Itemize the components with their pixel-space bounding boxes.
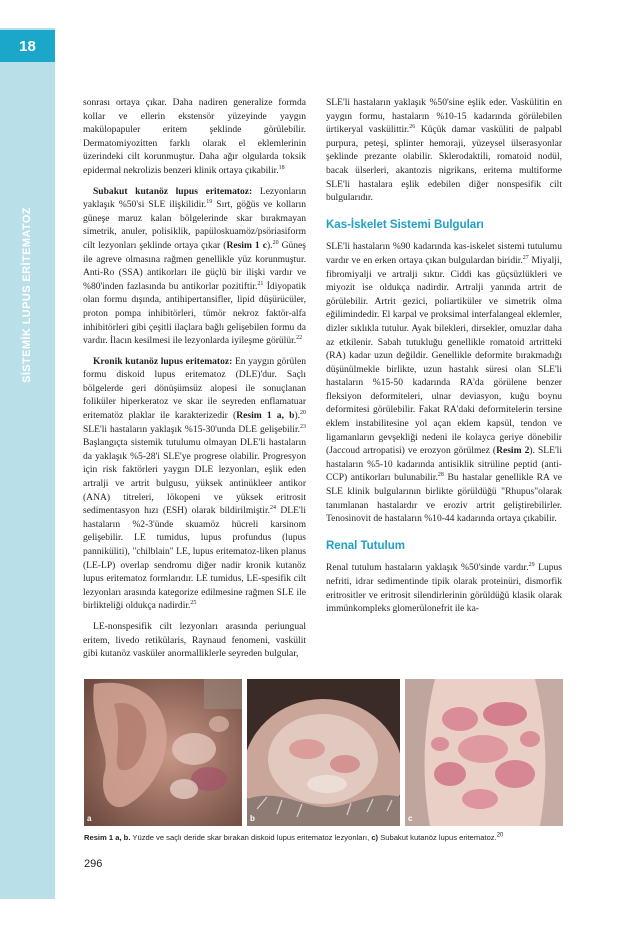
section-heading-musculoskeletal: Kas-İskelet Sistemi Bulguları	[326, 218, 484, 231]
reference: 23	[300, 423, 306, 430]
reference: 27	[522, 254, 529, 261]
left-column	[83, 96, 306, 668]
photo-scalp-lesions	[247, 679, 400, 826]
paragraph: LE-nonspesifik cilt lezyonları arasında periungual eritem, livedo retikülaris, Raynaud fenomeni, vaskülit gibi kutanöz vasküler anormalliklerle seyreden bulgular,	[83, 620, 306, 660]
reference: 20	[300, 409, 307, 416]
reference: 29	[528, 562, 535, 569]
page-number: 296	[84, 858, 103, 870]
reference: 19	[206, 198, 213, 205]
photo-label-b: b	[250, 814, 255, 823]
paragraph: SLE'li hastaların yaklaşık %50'sine eşlik eder. Vaskülitin en yaygın formu, hastaların %10-15 kadarında görülebilen ürtikeryal vaskülittir.$^{26}$ Küçük damar vasküliti de palpabl purpura, peteşi, splinter hemoraji, yüzeysel ülserasyonlar şeklinde prezante olabilir. Sklerodaktili, romatoid nodül, bacak ülserleri, akantozis nigrikans, eritema multiforme SLE'li hastalara eşlik edebilen diğer nonspesifik cilt bulgularıdır.	[326, 97, 562, 204]
chapter-title-vertical: SİSTEMİK LUPUS ERİTEMATOZ	[21, 207, 33, 383]
sidebar-band	[0, 28, 55, 899]
paragraph-chronic: Kronik kutanöz lupus eritematoz: En yaygın görülen formu diskoid lupus eritematoz (DLE)'dur. Saçlı bölgelerde geri dönüşümsüz alopesi ile sonuçlanan foliküler hiperkeratoz ve skar ile seyreden enflamatuar eritematöz plaklar ile karakterizedir (Resim 1 a, b).$^{20}$ SLE'li hastaların yaklaşık %15-30'unda DLE gelişebilir.$^{23}$ Başlangıçta sistemik tutulumu olmayan DLE'li hastaların da yaklaşık %5-28'i SLE'ye progrese olabilir. Progresyon için risk faktörleri yaygın DLE lezyonları, eşlik eden artralji ve artrit bulgusu, yüksek antinükleer antikor (ANA) titreleri, lökopeni ve yüksek eritrosit sedimentasyon hızı (ESH) olarak bildirilmiştir.$^{24}$ DLE'li hastaların %2-3'ünde skuamöz hücreli karsinom gelişebilir. LE tumidus, lupus profundus (lupus panniküliti), "chilblain" LE, lupus eritematoz-liken planus (LE-LP) overlap sendromu diğer nadir kronik kutanöz lupus eritematoz formlarıdır. LE tumidus, LE-spesifik cilt lezyonları arasında kategorize edilmesine rağmen SLE ile birlikteliği oldukça nadirdir.$^{25}$	[83, 355, 307, 612]
back-photo-image	[405, 679, 563, 826]
chapter-number-tab: 18	[0, 30, 55, 62]
ear-photo-image	[84, 679, 242, 826]
figure-reference: Resim 1 a, b	[236, 410, 295, 422]
term-heading: Subakut kutanöz lupus eritematoz:	[93, 185, 253, 197]
reference: 28	[437, 472, 444, 479]
photo-label-c: c	[408, 814, 413, 823]
term-heading: Kronik kutanöz lupus eritematoz:	[93, 355, 233, 367]
reference: 24	[270, 505, 277, 512]
reference: 20	[496, 832, 504, 839]
reference: 26	[409, 124, 416, 131]
right-column	[326, 96, 562, 623]
paragraph-subacute: Subakut kutanöz lupus eritematoz: Lezyonların yaklaşık %50'si SLE ilişkilidir.$^{19}$ Sırt, göğüs ve kolların güneşe maruz kalan bölgelerinde skar bırakmayan simetrik, anuler, polisiklik, papüloskuamöz/psöriasiform cilt lezyonları şeklinde ortaya çıkar (Resim 1 c).$^{20}$ Güneş ile agreve olmasına rağmen genellikle yüz korunmuştur. Anti-Ro (SSA) antikorları ile güçlü bir ilişki vardır ve %80'inden fazlasında bu antikorlar pozitiftir.$^{21}$ İdiyopatik olan formu dışında, antihipertansifler, lipid düşürücüler, proton pompa inhibitörleri, tümör nekroz faktör-alfa inhibitörleri gibi çeşitli ilaçlara bağlı gelişebilen formu da vardır. İlacın kesilmesi ile lezyonlarda iyileşme görülür.$^{22}$	[83, 185, 306, 347]
paragraph: sonrası ortaya çıkar. Daha nadiren generalize formda kollar ve ellerin ekstensör yüzeyinde yaygın makülopapuler eritem şeklinde görülebilir. Dermatomiyozitten farklı olarak el eklemlerinin üzerindeki cilt korunmuştur. Daha ağır olgularda toksik epidermal nekrolizis benzeri klinik ortaya çıkabilir.$^{18}$	[83, 97, 306, 176]
photo-back-lesions	[405, 679, 563, 826]
reference: 25	[190, 600, 197, 607]
figure-resim-1	[84, 676, 563, 826]
paragraph: SLE'li hastaların %90 kadarında kas-iskelet sistemi tutulumu vardır ve en erken ortaya çıkan bulgulardan biridir.$^{27}$ Miyalji, fibromiyalji ve artralji sıktır. Ciddi kas güçsüzlükleri ve miyozit ise oldukça nadirdir. Artralji yanında artrit de görülebilir. Artrit gezici, poliartiküler ve simetrik olma eğilimindedir. El karpal ve proksimal interfalangeal eklemler, dizler sıklıkla tutulur. Ayak bilekleri, dirsekler, omuzlar daha az etkilenir. Sabah tutukluğu genellikle romatoid artritteki (RA) kadar uzun değildir. Genellikle deformite bırakmadığı düşünülmekle birlikte, uzun hastalık süresi olan SLE'li hastaların %15-50 kadarında RA'da görülene benzer fleksiyon deformiteleri, ulnar deviasyon, kuğu boynu deformitesi görülebilir. Fakat RA'daki deformitelerin tersine eklem instabilitesine yol açan eklem kapsül, tendon ve ligamanların gevşekliği nedeni ile kolayca geriye dönebilir (Jaccoud artropatisi) ve erozyon görülmez (Resim 2). SLE'li hastaların %5-10 kadarında antisiklik sitrüline peptid (anti-CCP) antikorları bulunabilir.$^{28}$ Bu hastalar genellikle RA ve SLE klinik bulgularının birlikte görüldüğü "Rhupus"olarak tanımlanan hastalardır ve eroziv artrit geliştirebilirler. Tenosinovit de hastaların %10-44 kadarında ortaya çıkabilir.	[326, 241, 563, 525]
figure-reference: Resim 2	[496, 445, 530, 457]
photo-ear-lesions	[84, 679, 242, 826]
section-heading-renal: Renal Tutulum	[326, 539, 406, 552]
reference: 21	[257, 280, 264, 287]
sidebar	[0, 0, 55, 931]
reference: 20	[272, 239, 279, 246]
photo-label-a: a	[87, 814, 92, 823]
figure-reference: Resim 1 c	[226, 239, 267, 251]
reference: 22	[296, 334, 303, 341]
reference: 18	[278, 164, 285, 171]
figure-caption: Resim 1 a, b. Yüzde ve saçlı deride skar bırakan diskoid lupus eritematoz lezyonları, c) Subakut kutanöz lupus eritematoz.$^{20}$	[84, 832, 504, 842]
scalp-photo-image	[247, 679, 400, 826]
paragraph: Renal tutulum hastaların yaklaşık %50'sinde vardır.$^{29}$ Lupus nefriti, idrar sedimentinde tipik olarak proteinüri, dismorfik eritrositler ve eritrosit silendirlerinin görüldüğü klasik olarak immünkompleks glomerülonefrit ile ka-	[326, 562, 562, 615]
